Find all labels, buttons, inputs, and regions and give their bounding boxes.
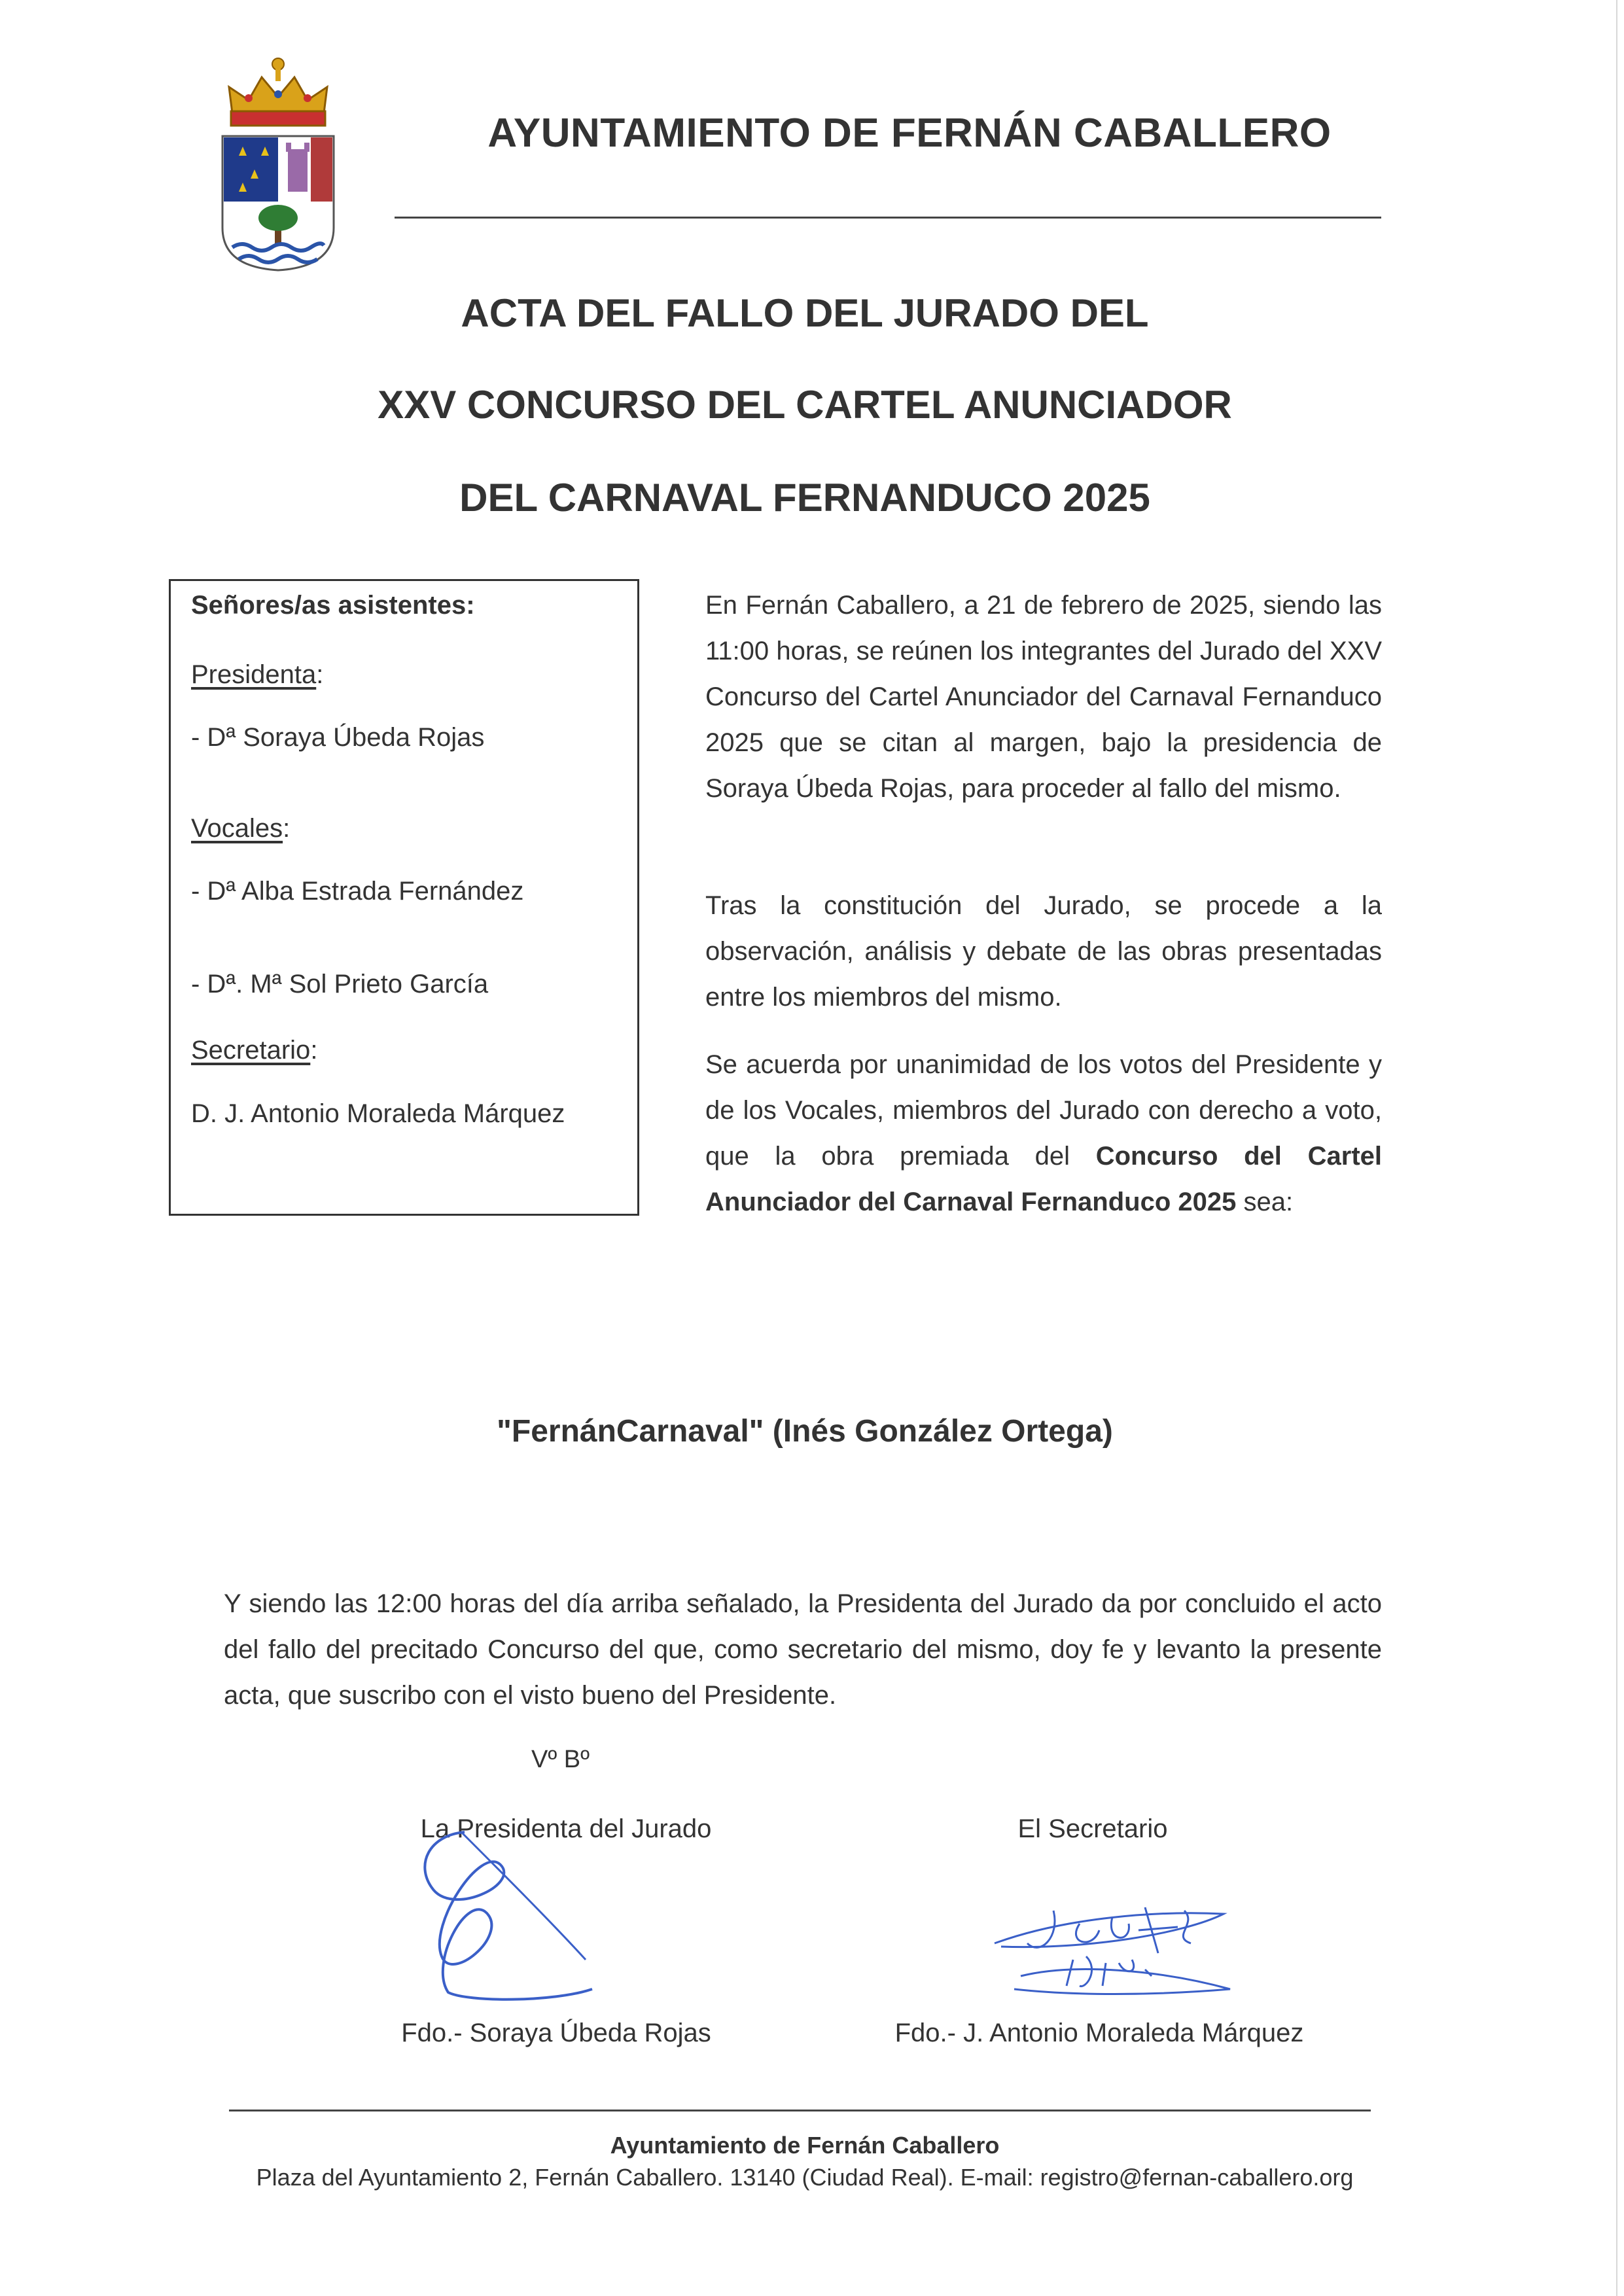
president-signature-name: Fdo.- Soraya Úbeda Rojas — [401, 2019, 711, 2047]
president-name: - Dª Soraya Úbeda Rojas — [191, 723, 485, 752]
president-label-text: Presidenta — [191, 660, 317, 689]
attendees-heading: Señores/as asistentes: — [191, 591, 475, 620]
secretary-name: D. J. Antonio Moraleda Márquez — [191, 1099, 565, 1128]
paragraph-emphasis: Concurso del Cartel Anunciador del Carnaval Fernanduco 2025 — [705, 1142, 1383, 1216]
president-signature-role: La Presidenta del Jurado — [420, 1814, 712, 1843]
page-edge — [1616, 0, 1617, 2296]
secretary-handwritten-signature — [988, 1898, 1237, 2009]
paragraph-text: Se acuerda por unanimidad de los votos del Presidente y de los Vocales, miembros del Jurado con derecho a voto, que la obra premiada del — [705, 1050, 1382, 1171]
municipal-coat-of-arms-icon — [213, 51, 344, 274]
approval-mark: Vº Bº — [531, 1746, 590, 1773]
document-title-line-1: ACTA DEL FALLO DEL JURADO DEL — [461, 291, 1149, 335]
secretary-signature-role: El Secretario — [1017, 1814, 1168, 1843]
document-title-line-2: XXV CONCURSO DEL CARTEL ANUNCIADOR — [378, 383, 1232, 427]
footer-address: Plaza del Ayuntamiento 2, Fernán Caballero. 13140 (Ciudad Real). E-mail: registro@fernan-caballero.org — [256, 2164, 1354, 2191]
president-handwritten-signature — [402, 1826, 599, 2009]
president-label: Presidenta: — [191, 660, 324, 689]
secretary-label-text: Secretario — [191, 1036, 311, 1065]
members-label-text: Vocales — [191, 814, 283, 843]
document-title-line-3: DEL CARNAVAL FERNANDUCO 2025 — [459, 476, 1150, 520]
member-name: - Dª Alba Estrada Fernández — [191, 877, 524, 906]
award-winner: "FernánCarnaval" (Inés González Ortega) — [497, 1414, 1113, 1449]
header-divider — [395, 217, 1381, 219]
header-title: AYUNTAMIENTO DE FERNÁN CABALLERO — [487, 111, 1332, 156]
footer-organization-name: Ayuntamiento de Fernán Caballero — [610, 2132, 1000, 2159]
closing-paragraph: Y siendo las 12:00 horas del día arriba señalado, la Presidenta del Jurado da por concluido el acto del fallo del precitado Concurso del que, como secretario del mismo, doy fe y levanto la presente acta, que suscribo con el visto bueno del Presidente. — [224, 1589, 1382, 1710]
footer-divider — [229, 2110, 1371, 2111]
member-name: - Dª. Mª Sol Prieto García — [191, 970, 489, 998]
body-paragraph — [705, 1042, 1382, 1225]
members-label: Vocales: — [191, 814, 291, 843]
body-paragraph: En Fernán Caballero, a 21 de febrero de 2025, siendo las 11:00 horas, se reúnen los integrantes del Jurado del XXV Concurso del Cartel Anunciador del Carnaval Fernanduco 2025 que se citan al margen, bajo la presidencia de Soraya Úbeda Rojas, para proceder al fallo del mismo. — [705, 591, 1382, 803]
paragraph-text: sea: — [1236, 1188, 1294, 1216]
body-paragraph: Tras la constitución del Jurado, se procede a la observación, análisis y debate de las obras presentadas entre los miembros del mismo. — [705, 891, 1382, 1012]
secretary-label: Secretario: — [191, 1036, 318, 1065]
secretary-signature-name: Fdo.- J. Antonio Moraleda Márquez — [894, 2019, 1304, 2047]
